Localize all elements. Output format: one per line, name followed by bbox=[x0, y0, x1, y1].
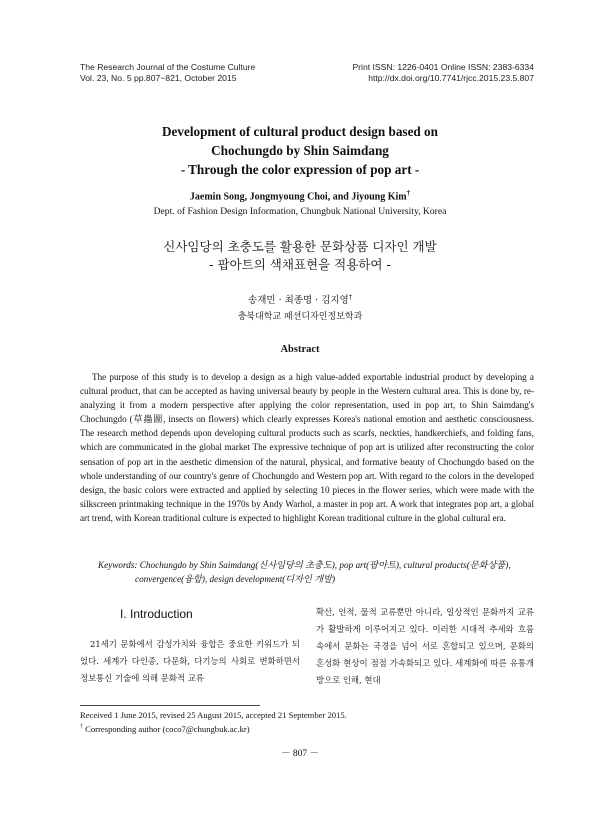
keywords bbox=[98, 558, 538, 586]
keywords-line2: convergence(융합), design development(디자인 개발) bbox=[135, 574, 336, 584]
affiliation-ko: 충북대학교 패션디자인정보학과 bbox=[237, 312, 363, 322]
affiliation-en: Dept. of Fashion Design Information, Chungbuk National University, Korea bbox=[153, 206, 447, 217]
received-dates: Received 1 June 2015, revised 25 August 2015, accepted 21 September 2015. bbox=[80, 710, 347, 720]
title-ko-subtitle: - 팝아트의 색채표현을 적용하여 - bbox=[209, 257, 391, 272]
corresponding-mark: † bbox=[406, 189, 411, 197]
footnotes bbox=[80, 709, 347, 735]
authors-ko-names: 송재민 · 최종명 · 김지영 bbox=[248, 295, 349, 306]
paper-title-ko bbox=[60, 238, 540, 274]
footnote-divider bbox=[80, 705, 260, 706]
issn-info: Print ISSN: 1226-0401 Online ISSN: 2383-6334 bbox=[352, 62, 534, 72]
footnote-mark: † bbox=[80, 724, 83, 730]
abstract-heading: Abstract bbox=[280, 344, 320, 355]
title-en-line2: Chochungdo by Shin Saimdang bbox=[211, 143, 389, 158]
paper-title-en bbox=[60, 122, 540, 179]
volume-info: Vol. 23, No. 5 pp.807~821, October 2015 bbox=[80, 73, 237, 83]
authors-en bbox=[60, 189, 540, 202]
authors-en-names: Jaemin Song, Jongmyoung Choi, and Jiyoung Kim bbox=[189, 191, 407, 203]
intro-left-column: 21세기 문화에서 감성가치와 융합은 중요한 키워드가 되었다. 세계가 다인종, 다문화, 다기능의 사회로 변화하면서 정보통신 기술에 의해 문화적 교류 bbox=[80, 639, 300, 683]
title-en-line1: Development of cultural product design based on bbox=[162, 124, 438, 139]
running-header-left bbox=[80, 62, 255, 84]
authors-ko bbox=[60, 292, 540, 306]
intro-right-column: 확산, 인적, 물적 교류뿐만 아니라, 일상적인 문화까지 교류가 활발하게 이루어지고 있다. 이러한 시대적 추세와 흐름 속에서 문화는 국경을 넘어 서로 혼합되고 있으며, 문화의 혼성화 현상이 점점 가속화되고 있다. 세계화에 따른 유통개방으로 인해, 현대 bbox=[316, 607, 534, 685]
running-header-right bbox=[352, 62, 534, 84]
keywords-line1: Keywords: Chochungdo by Shin Saimdang(신사임당의 초충도), pop art(팝아트), cultural products(문화상품), bbox=[98, 560, 511, 570]
title-ko-line1: 신사임당의 초충도를 활용한 문화상품 디자인 개발 bbox=[163, 239, 437, 254]
title-en-subtitle: - Through the color expression of pop art - bbox=[180, 162, 420, 177]
corresponding-author-email: Corresponding author (coco7@chungbuk.ac.kr) bbox=[85, 723, 250, 734]
abstract-body: The purpose of this study is to develop a design as a high value-added exportable industrial product by developing a cultural product, that can be accepted as having universal beauty by people in the Western cultural area. This is done by, re-analyzing it from a modern perspective after applying the color representation, used in pop art, to Shin Saimdang's Chochungdo (草蟲圖, insects on flowers) which clearly expresses Korea's national emotion and aesthetic consciousness. The research method depends upon developing cultural products such as scarfs, neckties, handkerchiefs, and folding fans, which are communicated in the global market The expressive technique of pop art is utilized after reconstructing the color sensation of pop art in the aesthetic dimension of the natural, physical, and formative beauty of Chochungdo based on the whole understanding of our country's genre of Chochungdo and Western pop art. With regard to the colors in the developed design, the basic colors were extracted and applied by selecting 10 pieces in the flower series, which were made with the silkscreen printmaking technique in the 1970s by Andy Warhol, a master in pop art. A work that integrates pop art, a global art trend, with Korean traditional culture is expected to highlight Korean traditional culture in the global cultural era. bbox=[80, 372, 534, 523]
corresponding-mark-ko: † bbox=[348, 292, 352, 301]
journal-name: The Research Journal of the Costume Culture bbox=[80, 62, 256, 72]
page-number: － 807 － bbox=[280, 749, 319, 759]
section-heading-introduction: I. Introduction bbox=[120, 607, 193, 621]
doi-link[interactable]: http://dx.doi.org/10.7741/rjcc.2015.23.5.807 bbox=[368, 73, 534, 83]
corresponding-author-note bbox=[80, 721, 347, 735]
